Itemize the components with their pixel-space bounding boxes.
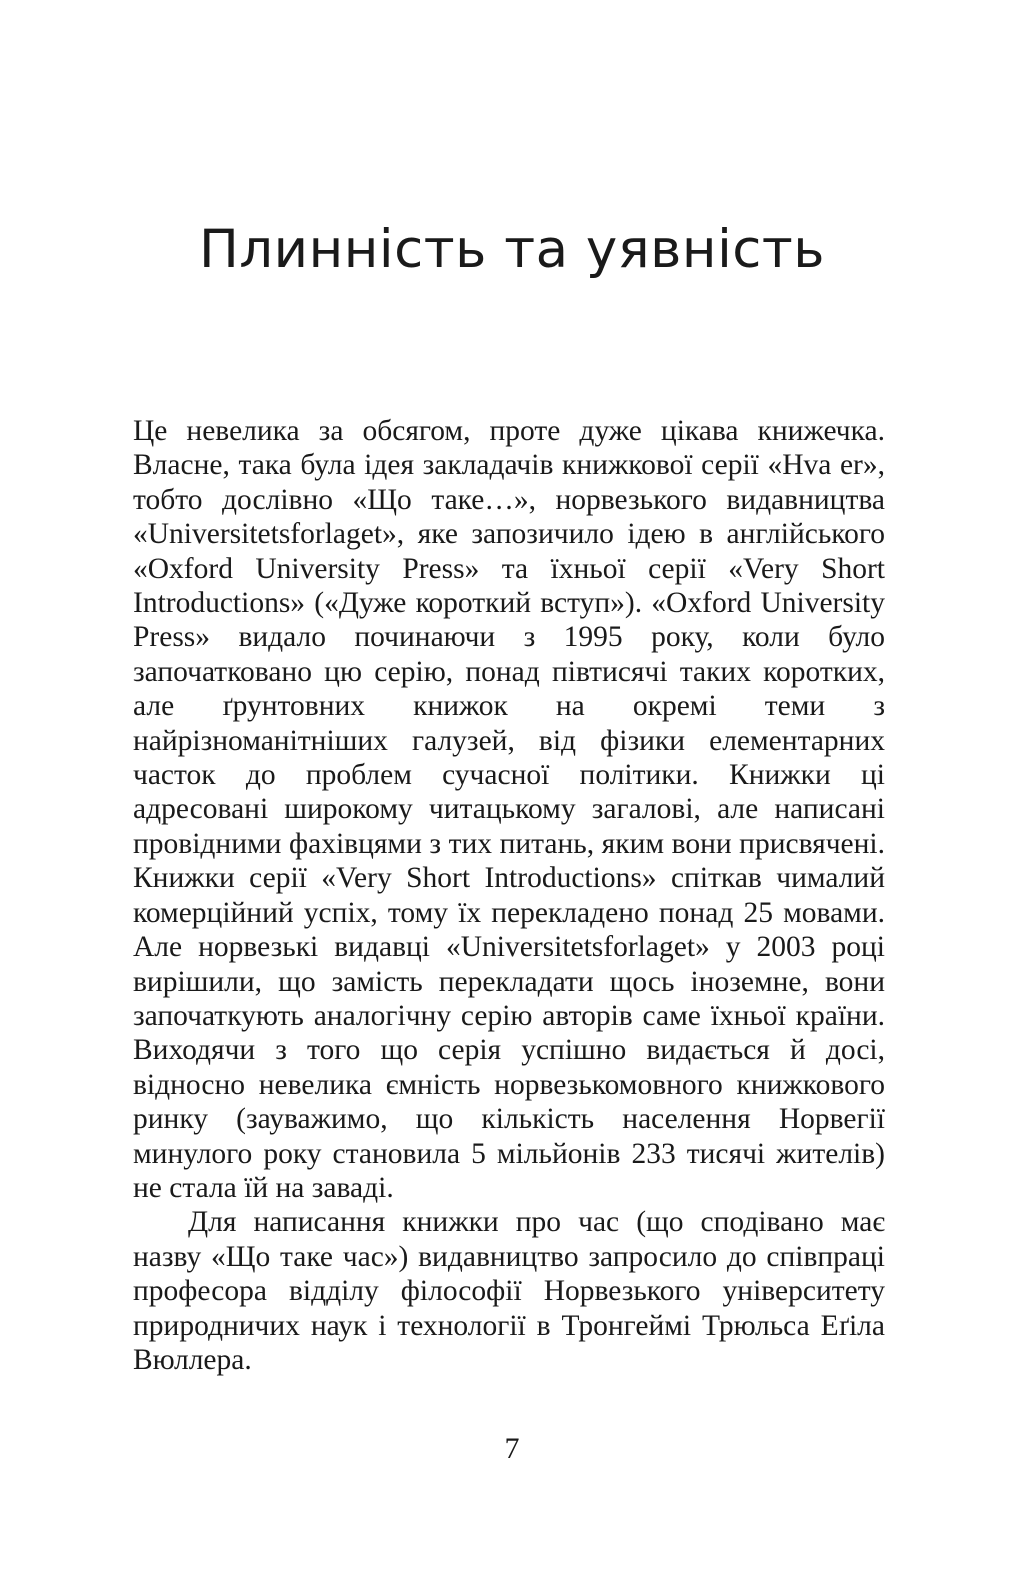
chapter-title: Плинність та уявність [198,219,826,280]
paragraph: Це невелика за обсягом, проте дуже цікава книжечка. Власне, така була ідея закладачів книжкової серії «Hva er», тобто дослівно «Що таке…», норвезького видавництва «Universitetsforlaget», яке запозичило ідею в англійського «Oxford University Press» та їхньої серії «Very Short Introductions» («Дуже короткий вступ»). «Oxford University Press» видало починаючи з 1995 року, коли було започатковано цю серію, понад півтисячі таких коротких, але ґрунтовних книжок на окремі теми з найрізноманітніших галузей, від фізики елементарних часток до проблем сучасної політики. Книжки ці адресовані широкому читацькому загалові, але написані провідними фахівцями з тих питань, яким вони присвячені. Книжки серії «Very Short Introductions» спіткав чималий комерційний успіх, тому їх перекладено понад 25 мовами. Але норвезькі видавці «Universitetsforlaget» у 2003 році вирішили, що замість перекладати щось іноземне, вони започаткують аналогічну серію авторів саме їхньої країни. Виходячи з того що серія успішно видається й досі, відносно невелика ємність норвезькомовного книжкового ринку (зауважимо, що кількість населення Норвегії минулого року становила 5 мільйонів 233 тисячі жителів) не стала їй на заваді. [133,415,885,1204]
page-number: 7 [504,1432,520,1465]
body-text [133,414,885,1377]
paragraph: Для написання книжки про час (що сподівано має назву «Що таке час») видавництво запросило до співпраці професора відділу філософії Норвезького університету природничих наук і технології в Тронгеймі Трюльса Еґіла Вюллера. [133,1206,885,1376]
